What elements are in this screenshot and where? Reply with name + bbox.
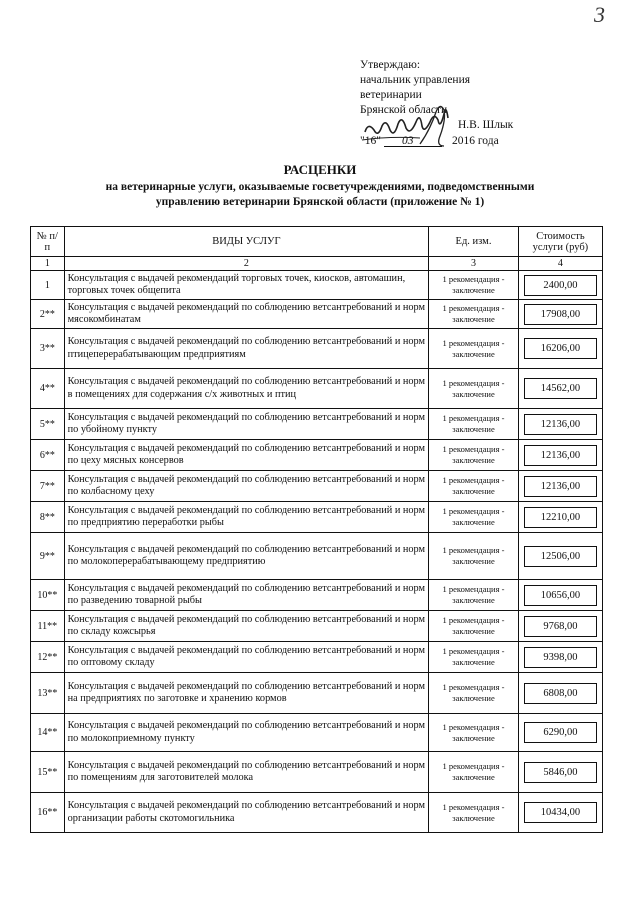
row-num: 9** — [31, 533, 65, 580]
header-cost: Стоимость услуги (руб) — [518, 227, 602, 257]
row-unit: 1 рекомендация - заключение — [429, 793, 519, 833]
table-row — [31, 271, 603, 300]
subtitle-line: на ветеринарные услуги, оказываемые госветучреждениями, подведомственными — [105, 181, 535, 193]
row-price: 12136,00 — [524, 476, 597, 497]
row-desc: Консультация с выдачей рекомендаций по соблюдению ветсантребований и норм в помещениях для содержания с/х животных и птиц — [64, 369, 429, 409]
row-unit: 1 рекомендация - заключение — [429, 580, 519, 611]
row-num: 13** — [31, 673, 65, 714]
row-num: 8** — [31, 502, 65, 533]
row-price: 6808,00 — [524, 683, 597, 704]
table-row — [31, 502, 603, 533]
row-price: 12136,00 — [524, 414, 597, 435]
row-price: 17908,00 — [524, 304, 597, 325]
row-price: 10656,00 — [524, 585, 597, 606]
row-num: 15** — [31, 752, 65, 793]
table-row — [31, 642, 603, 673]
col-number: 1 — [31, 257, 65, 271]
signer-name: Н.В. Шлык — [458, 119, 514, 131]
table-row — [31, 409, 603, 440]
header-services: ВИДЫ УСЛУГ — [64, 227, 429, 257]
table-row — [31, 440, 603, 471]
table-row — [31, 752, 603, 793]
row-price: 5846,00 — [524, 762, 597, 783]
row-unit: 1 рекомендация - заключение — [429, 440, 519, 471]
table-row — [31, 533, 603, 580]
approval-line: начальник управления — [360, 74, 471, 86]
row-price: 12506,00 — [524, 546, 597, 567]
document-subtitle — [50, 180, 590, 210]
row-unit: 1 рекомендация - заключение — [429, 369, 519, 409]
table-row — [31, 471, 603, 502]
subtitle-line: управлению ветеринарии Брянской области (приложение № 1) — [155, 196, 485, 208]
row-num: 16** — [31, 793, 65, 833]
table-row — [31, 369, 603, 409]
row-desc: Консультация с выдачей рекомендаций по соблюдению ветсантребований и норм по молокоперерабатывающему предприятию — [64, 533, 429, 580]
row-desc: Консультация с выдачей рекомендаций по соблюдению ветсантребований и норм по помещениям для заготовителей молока — [64, 752, 429, 793]
row-price: 9768,00 — [524, 616, 597, 637]
row-unit: 1 рекомендация - заключение — [429, 673, 519, 714]
row-unit: 1 рекомендация - заключение — [429, 642, 519, 673]
approval-line: ветеринарии — [360, 89, 422, 101]
row-num: 3** — [31, 329, 65, 369]
row-unit: 1 рекомендация - заключение — [429, 409, 519, 440]
row-price: 9398,00 — [524, 647, 597, 668]
row-unit: 1 рекомендация - заключение — [429, 714, 519, 752]
col-number: 3 — [429, 257, 519, 271]
header-unit: Ед. изм. — [429, 227, 519, 257]
row-num: 11** — [31, 611, 65, 642]
row-unit: 1 рекомендация - заключение — [429, 300, 519, 329]
price-table — [30, 226, 603, 833]
date-year: 2016 года — [452, 135, 499, 147]
date-day: "16" — [360, 135, 381, 147]
approval-line: Брянской области — [360, 104, 448, 116]
row-desc: Консультация с выдачей рекомендаций по соблюдению ветсантребований и норм птицеперерабатывающим предприятиям — [64, 329, 429, 369]
row-desc: Консультация с выдачей рекомендаций по соблюдению ветсантребований и норм по колбасному цеху — [64, 471, 429, 502]
row-desc: Консультация с выдачей рекомендаций по соблюдению ветсантребований и норм по убойному пункту — [64, 409, 429, 440]
row-unit: 1 рекомендация - заключение — [429, 611, 519, 642]
handwritten-signature — [360, 100, 460, 150]
row-desc: Консультация с выдачей рекомендаций по соблюдению ветсантребований и норм по предприятию переработки рыбы — [64, 502, 429, 533]
row-num: 1 — [31, 271, 65, 300]
table-row — [31, 673, 603, 714]
row-unit: 1 рекомендация - заключение — [429, 752, 519, 793]
table-row — [31, 329, 603, 369]
row-num: 4** — [31, 369, 65, 409]
approval-line: Утверждаю: — [360, 59, 421, 71]
row-desc: Консультация с выдачей рекомендаций по соблюдению ветсантребований и норм по цеху мясных консервов — [64, 440, 429, 471]
row-desc: Консультация с выдачей рекомендаций по соблюдению ветсантребований и норм организации работы скотомогильника — [64, 793, 429, 833]
row-price: 10434,00 — [524, 802, 597, 823]
row-desc: Консультация с выдачей рекомендаций по соблюдению ветсантребований и норм мясокомбинатам — [64, 300, 429, 329]
row-desc: Консультация с выдачей рекомендаций по соблюдению ветсантребований и норм по разведению товарной рыбы — [64, 580, 429, 611]
row-num: 5** — [31, 409, 65, 440]
row-desc: Консультация с выдачей рекомендаций торговых точек, киосков, автомашин, торговых точек общепита — [64, 271, 429, 300]
price-table-body — [31, 271, 603, 833]
row-price: 6290,00 — [524, 722, 597, 743]
header-num: № п/п — [31, 227, 65, 257]
col-number: 4 — [518, 257, 602, 271]
row-num: 10** — [31, 580, 65, 611]
row-price: 2400,00 — [524, 275, 597, 296]
row-unit: 1 рекомендация - заключение — [429, 471, 519, 502]
row-num: 2** — [31, 300, 65, 329]
page-number: 3 — [594, 2, 605, 27]
row-unit: 1 рекомендация - заключение — [429, 329, 519, 369]
table-row — [31, 714, 603, 752]
table-row — [31, 793, 603, 833]
row-unit: 1 рекомендация - заключение — [429, 271, 519, 300]
row-unit: 1 рекомендация - заключение — [429, 502, 519, 533]
table-row — [31, 580, 603, 611]
row-desc: Консультация с выдачей рекомендаций по соблюдению ветсантребований и норм по молокоприемному пункту — [64, 714, 429, 752]
col-number: 2 — [64, 257, 429, 271]
row-num: 12** — [31, 642, 65, 673]
date-month: 03 — [402, 135, 414, 147]
row-price: 12136,00 — [524, 445, 597, 466]
table-row — [31, 611, 603, 642]
row-price: 14562,00 — [524, 378, 597, 399]
row-desc: Консультация с выдачей рекомендаций по соблюдению ветсантребований и норм по оптовому складу — [64, 642, 429, 673]
row-unit: 1 рекомендация - заключение — [429, 533, 519, 580]
row-desc: Консультация с выдачей рекомендаций по соблюдению ветсантребований и норм по складу кожсырья — [64, 611, 429, 642]
row-num: 14** — [31, 714, 65, 752]
row-price: 16206,00 — [524, 338, 597, 359]
row-num: 6** — [31, 440, 65, 471]
table-row — [31, 300, 603, 329]
row-price: 12210,00 — [524, 507, 597, 528]
document-title: РАСЦЕНКИ — [283, 162, 357, 177]
row-desc: Консультация с выдачей рекомендаций по соблюдению ветсантребований и норм на предприятиях по заготовке и хранению кормов — [64, 673, 429, 714]
row-num: 7** — [31, 471, 65, 502]
